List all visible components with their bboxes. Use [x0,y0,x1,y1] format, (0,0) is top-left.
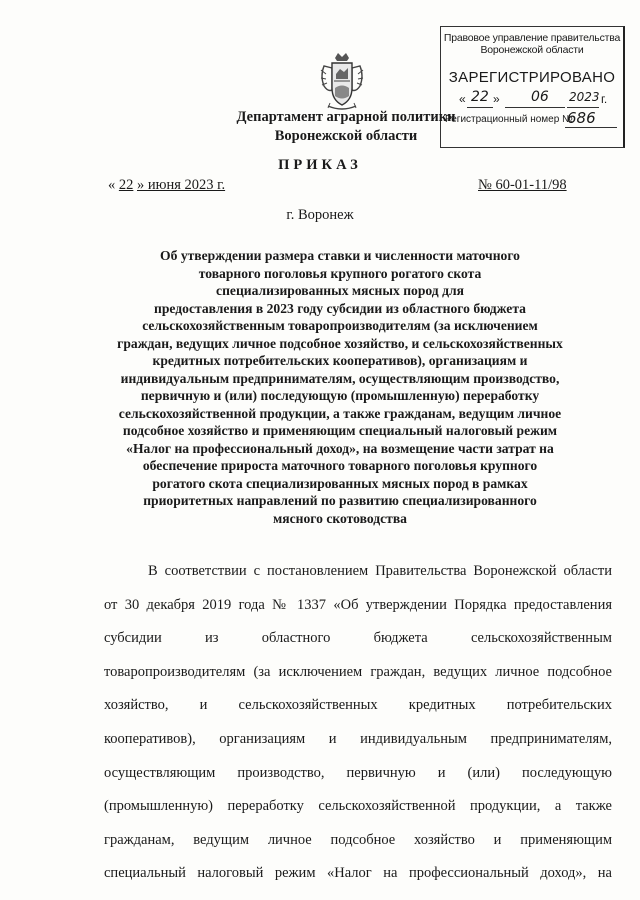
body-line: субсидии из областного бюджета сельскохозяйственным [104,630,612,647]
body-line: кооперативов), организациям и индивидуальным предпринимателям, [104,730,612,747]
department-name [236,108,456,146]
stamp-org-line2: Воронежской области [480,44,584,56]
title-line: товарного поголовья крупного рогатого скота [198,265,482,281]
stamp-date-close: » [493,92,500,106]
title-line: подсобное хозяйство и применяющим специальный налоговый режим [122,423,558,438]
body-line: от 30 декабря 2019 года № 1337 «Об утверждении Порядка предоставления [104,596,612,613]
voronezh-coat-of-arms-icon [318,52,366,114]
doc-date-day: 22 [118,177,134,193]
body-line: осуществляющим производство, первичную и (или) последующую [104,764,612,781]
department-line-2: Воронежской области [274,128,418,144]
stamp-date-day: 22 [471,89,489,105]
doc-date-rest: » июня 2023 г. [137,177,226,193]
doc-body [104,555,612,891]
stamp-date-month: 06 [531,89,549,105]
stamp-regno [441,111,623,129]
department-line-1: Департамент аграрной политики [236,109,456,125]
stamp-regno-value: 686 [567,109,596,127]
doc-number: № 60-01-11/98 [478,177,567,193]
title-line: специализированных мясных пород для [216,283,464,298]
stamp-registered-label: ЗАРЕГИСТРИРОВАНО [448,69,616,86]
stamp-date-year: 2023 [569,90,600,104]
title-line: предоставления в 2023 году субсидии из областного бюджета [154,300,526,316]
registration-stamp [440,26,625,148]
body-line: хозяйство, и сельскохозяйственных кредитных потребительских [104,697,612,714]
body-line: гражданам, ведущим личное подсобное хозяйство и применяющим [104,831,612,848]
body-line: специальный налоговый режим «Налог на профессиональный доход», на [104,865,612,882]
title-line: сельскохозяйственной продукции, а также гражданам, ведущим личное [118,405,562,421]
stamp-date-suffix: г. [601,92,608,106]
body-line: В соответствии с постановлением Правительства Воронежской области [148,563,612,579]
title-line: первичную и (или) последующую (промышленную) переработку [140,388,540,403]
title-line: рогатого скота специализированных мясных пород в рамках [152,475,528,491]
stamp-date-open: « [459,92,466,106]
title-line: кредитных потребительских кооперативов), организациям и [152,353,528,368]
stamp-regno-label: Регистрационный номер № [445,114,573,125]
title-line: «Налог на профессиональный доход», на возмещение части затрат на [126,440,554,456]
title-line: Об утверждении размера ставки и численности маточного [160,248,520,263]
stamp-date [441,90,623,110]
title-line: мясного скотоводства [273,510,407,526]
doc-city: г. Воронеж [286,207,354,223]
body-line: товаропроизводителям (за исключением граждан, ведущих личное подсобное [104,663,612,680]
doc-date [108,177,225,194]
stamp-org-line1: Правовое управление правительства [443,32,621,44]
title-line: индивидуальным предпринимателям, осуществляющим производство, [120,370,560,386]
title-line: приоритетных направлений по развитию специализированного [143,493,537,508]
doc-date-prefix: « [108,177,116,193]
title-line: сельскохозяйственным товаропроизводителям (за исключением [142,318,538,333]
title-line: обеспечение прироста маточного товарного поголовья крупного [142,458,538,473]
doc-type-heading: ПРИКАЗ [278,157,362,173]
doc-title [100,247,580,527]
body-line: (промышленную) переработку сельскохозяйственной продукции, а также [104,798,612,815]
title-line: граждан, ведущих личное подсобное хозяйство, и сельскохозяйственных [117,335,563,351]
